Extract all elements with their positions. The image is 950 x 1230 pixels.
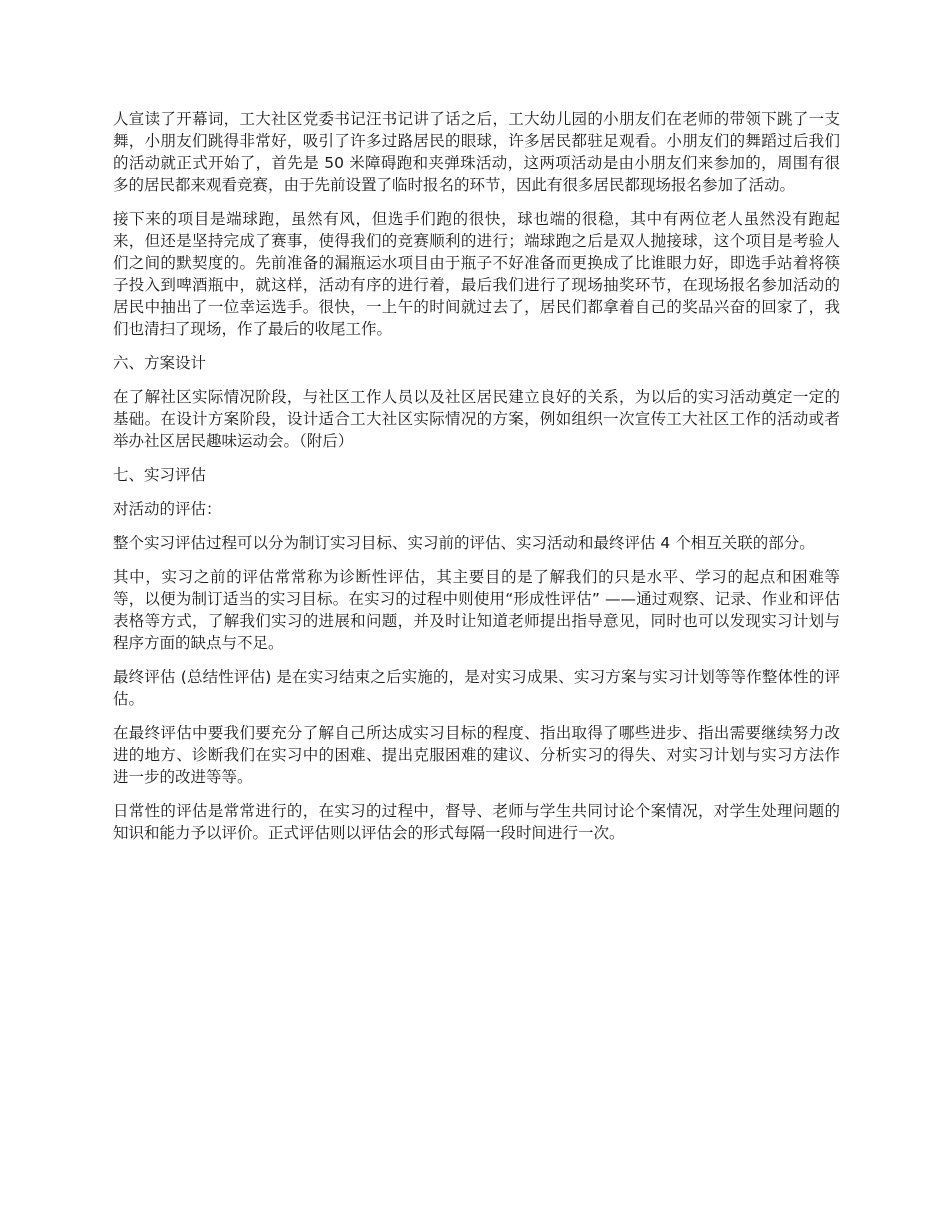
- paragraph-final-evaluation: 最终评估 (总结性评估) 是在实习结束之后实施的，是对实习成果、实习方案与实习计划等等作整体性的评估。: [113, 668, 840, 708]
- section-heading-plan-design: 六、方案设计: [113, 354, 207, 372]
- paragraph-opening-ceremony: 人宣读了开幕词，工大社区党委书记汪书记讲了话之后，工大幼儿园的小朋友们在老师的带领下跳了一支舞，小朋友们跳得非常好，吸引了许多过路居民的眼球，许多居民都驻足观看。小朋友们的舞蹈过后我们的活动就正式开始了，首先是 50 米障碍跑和夹弹珠活动，这两项活动是由小朋友们来参加的，周围有很多的居民都来观看竞赛，由于先前设置了临时报名的环节，因此有很多居民都现场报名参加了活动。: [113, 110, 840, 194]
- paragraph-diagnostic-evaluation: 其中，实习之前的评估常常称为诊断性评估，其主要目的是了解我们的只是水平、学习的起点和困难等等，以便为制订适当的实习目标。在实习的过程中则使用“形成性评估” ——通过观察、记录、作业和评估表格等方式，了解我们实习的进展和问题，并及时让知道老师提出指导意见，同时也可以发现实习计划与程序方面的缺点与不足。: [113, 568, 840, 652]
- paragraph-routine-evaluation: 日常性的评估是常常进行的，在实习的过程中，督导、老师与学生共同讨论个案情况，对学生处理问题的知识和能力予以评价。正式评估则以评估会的形式每隔一段时间进行一次。: [113, 802, 840, 842]
- section-heading-internship-evaluation: 七、实习评估: [113, 466, 207, 484]
- paragraph-evaluation-process: 整个实习评估过程可以分为制订实习目标、实习前的评估、实习活动和最终评估 4 个相互关联的部分。: [113, 534, 815, 552]
- paragraph-events: 接下来的项目是端球跑，虽然有风，但选手们跑的很快，球也端的很稳，其中有两位老人虽然没有跑起来，但还是坚持完成了赛事，使得我们的竞赛顺利的进行；端球跑之后是双人抛接球，这个项目是考验人们之间的默契度的。先前准备的漏瓶运水项目由于瓶子不好准备而更换成了比谁眼力好，即选手站着将筷子投入到啤酒瓶中，就这样，活动有序的进行着，最后我们进行了现场抽奖环节，在现场报名参加活动的居民中抽出了一位幸运选手。很快，一上午的时间就过去了，居民们都拿着自己的奖品兴奋的回家了，我们也清扫了现场，作了最后的收尾工作。: [113, 210, 840, 338]
- paragraph-plan-design: 在了解社区实际情况阶段，与社区工作人员以及社区居民建立良好的关系，为以后的实习活动奠定一定的基础。在设计方案阶段，设计适合工大社区实际情况的方案，例如组织一次宣传工大社区工作的活动或者举办社区居民趣味运动会。（附后）: [113, 388, 840, 450]
- paragraph-activity-evaluation-label: 对活动的评估：: [113, 500, 222, 518]
- document-body: [113, 108, 840, 856]
- paragraph-final-evaluation-details: 在最终评估中要我们要充分了解自己所达成实习目标的程度、指出取得了哪些进步、指出需要继续努力改进的地方、诊断我们在实习中的困难、提出克服困难的建议、分析实习的得失、对实习计划与实习方法作进一步的改进等等。: [113, 724, 840, 786]
